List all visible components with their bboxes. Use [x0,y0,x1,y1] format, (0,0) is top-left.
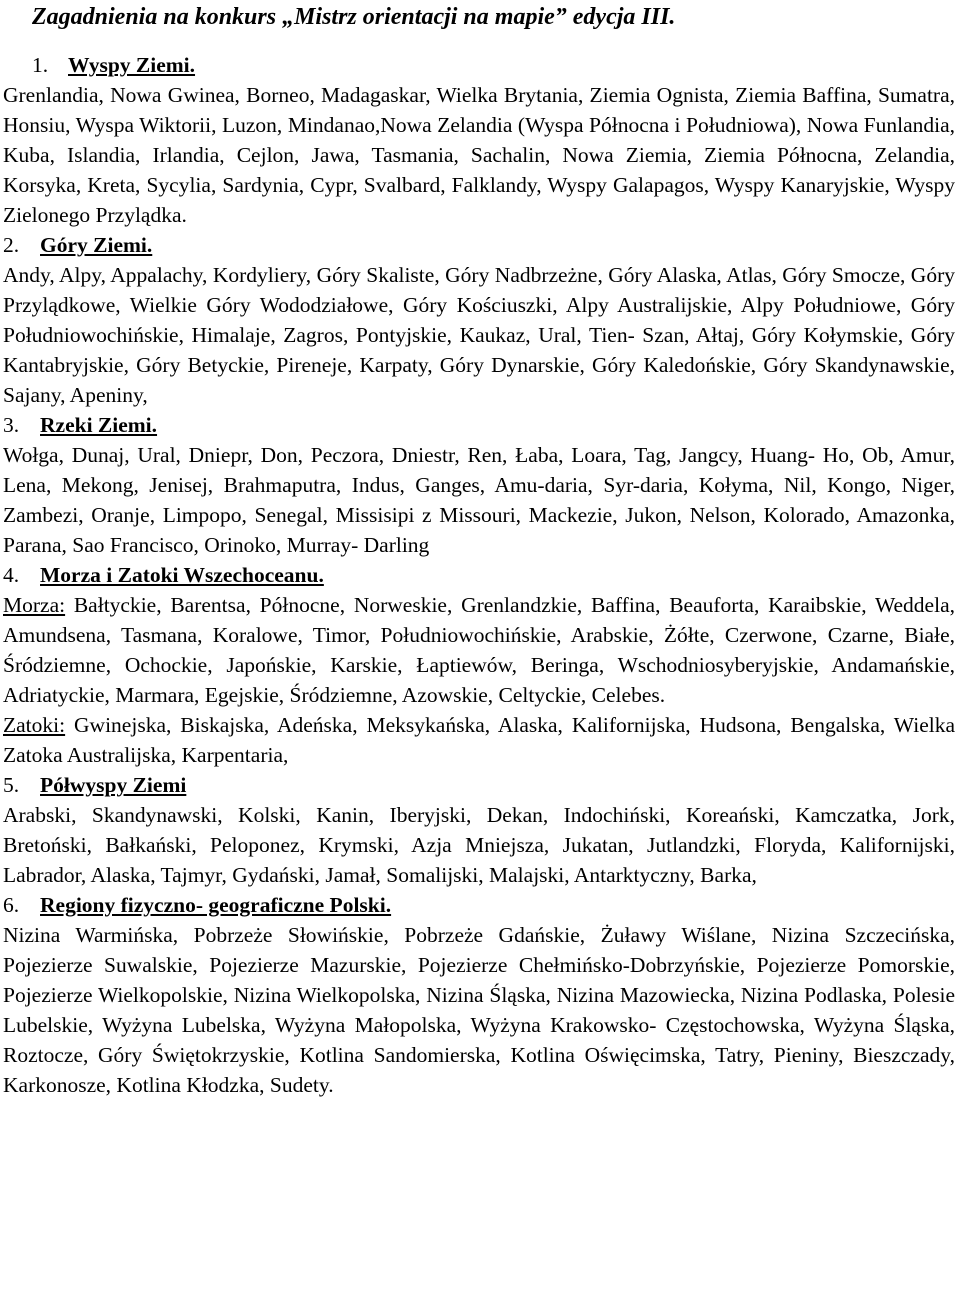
section-number: 6. [3,893,20,917]
section-number: 2. [3,233,20,257]
section-title: Wyspy Ziemi. [68,53,196,77]
section-title: Półwyspy Ziemi [40,773,187,797]
section-number: 3. [3,413,20,437]
section-heading [3,560,955,590]
section-title: Morza i Zatoki Wszechoceanu. [40,563,324,587]
document-page [3,0,955,1100]
section-peninsulas [3,770,955,890]
bays-paragraph [3,710,955,770]
section-title: Rzeki Ziemi. [40,413,158,437]
seas-label: Morza: [3,593,66,617]
section-seas-and-bays [3,560,955,770]
section-text: Nizina Warmińska, Pobrzeże Słowińskie, Pobrzeże Gdańskie, Żuławy Wiślane, Nizina Szczecińska, Pojezierze Suwalskie, Pojezierze Mazurskie, Pojezierze Chełmińsko-Dobrzyńskie, Pojezierze Pomorskie, Pojezierze Wielkopolskie, Nizina Wielkopolska, Nizina Śląska, Nizina Mazowiecka, Nizina Podlaska, Polesie Lubelskie, Wyżyna Lubelska, Wyżyna Małopolska, Wyżyna Krakowsko- Częstochowska, Wyżyna Śląska, Roztocze, Góry Świętokrzyskie, Kotlina Sandomierska, Kotlina Oświęcimska, Tatry, Pieniny, Bieszczady, Karkonosze, Kotlina Kłodzka, Sudety. [3,923,955,1097]
section-heading [3,890,955,920]
section-title: Regiony fizyczno- geograficzne Polski. [40,893,392,917]
section-rivers [3,410,955,560]
section-heading [3,770,955,800]
section-polish-regions [3,890,955,1100]
bays-label: Zatoki: [3,713,66,737]
section-number: 1. [32,53,49,77]
section-number: 4. [3,563,20,587]
section-number: 5. [3,773,20,797]
document-title: Zagadnienia na konkurs „Mistrz orientacji na mapie” edycja III. [32,4,676,30]
section-text: Arabski, Skandynawski, Kolski, Kanin, Iberyjski, Dekan, Indochiński, Koreański, Kamczatka, Jork, Bretoński, Bałkański, Peloponez, Krymski, Azja Mniejsza, Jukatan, Jutlandzki, Floryda, Kalifornijski, Labrador, Alaska, Tajmyr, Gydański, Jamał, Somalijski, Malajski, Antarktyczny, Barka, [3,803,955,887]
seas-text: Bałtyckie, Barentsa, Północne, Norweskie, Grenlandzkie, Baffina, Beauforta, Karaibskie, Weddela, Amundsena, Tasmana, Koralowe, Timor, Południowochińskie, Arabskie, Żółte, Czerwone, Czarne, Białe, Śródziemne, Ochockie, Japońskie, Karskie, Łaptiewów, Beringa, Wschodniosyberyjskie, Andamańskie, Adriatyckie, Marmara, Egejskie, Śródziemne, Azowskie, Celtyckie, Celebes. [3,593,955,707]
section-title: Góry Ziemi. [40,233,153,257]
section-text: Wołga, Dunaj, Ural, Dniepr, Don, Peczora, Dniestr, Ren, Łaba, Loara, Tag, Jangcy, Huang- Ho, Ob, Amur, Lena, Mekong, Jenisej, Brahmaputra, Indus, Ganges, Amu-daria, Syr-daria, Kołyma, Nil, Kongo, Niger, Zambezi, Oranje, Limpopo, Senegal, Missisipi z Missouri, Mackezie, Jukon, Nelson, Kolorado, Amazonka, Parana, Sao Francisco, Orinoko, Murray- Darling [3,443,955,557]
bays-text: Gwinejska, Biskajska, Adeńska, Meksykańska, Alaska, Kalifornijska, Hudsona, Bengalska, Wielka Zatoka Australijska, Karpentaria, [3,713,955,767]
section-heading [3,410,955,440]
section-text: Andy, Alpy, Appalachy, Kordyliery, Góry Skaliste, Góry Nadbrzeżne, Góry Alaska, Atlas, Góry Smocze, Góry Przylądkowe, Wielkie Góry Wododziałowe, Góry Kościuszki, Alpy Australijskie, Alpy Południowe, Góry Południowochińskie, Himalaje, Zagros, Pontyjskie, Kaukaz, Ural, Tien- Szan, Ałtaj, Góry Kołymskie, Góry Kantabryjskie, Góry Betyckie, Pireneje, Karpaty, Góry Dynarskie, Góry Kaledońskie, Góry Skandynawskie, Sajany, Apeniny, [3,263,955,407]
section-text: Grenlandia, Nowa Gwinea, Borneo, Madagaskar, Wielka Brytania, Ziemia Ognista, Ziemia Baffina, Sumatra, Honsiu, Wyspa Wiktorii, Luzon, Mindanao,Nowa Zelandia (Wyspa Północna i Południowa), Nowa Funlandia, Kuba, Islandia, Irlandia, Cejlon, Jawa, Tasmania, Sachalin, Nowa Ziemia, Ziemia Północna, Zelandia, Korsyka, Kreta, Sycylia, Sardynia, Cypr, Svalbard, Falklandy, Wyspy Galapagos, Wyspy Kanaryjskie, Wyspy Zielonego Przylądka. [3,83,955,227]
section-heading [3,230,955,260]
section-mountains [3,230,955,410]
section-islands [3,50,955,230]
seas-paragraph [3,590,955,710]
section-heading [3,50,955,80]
